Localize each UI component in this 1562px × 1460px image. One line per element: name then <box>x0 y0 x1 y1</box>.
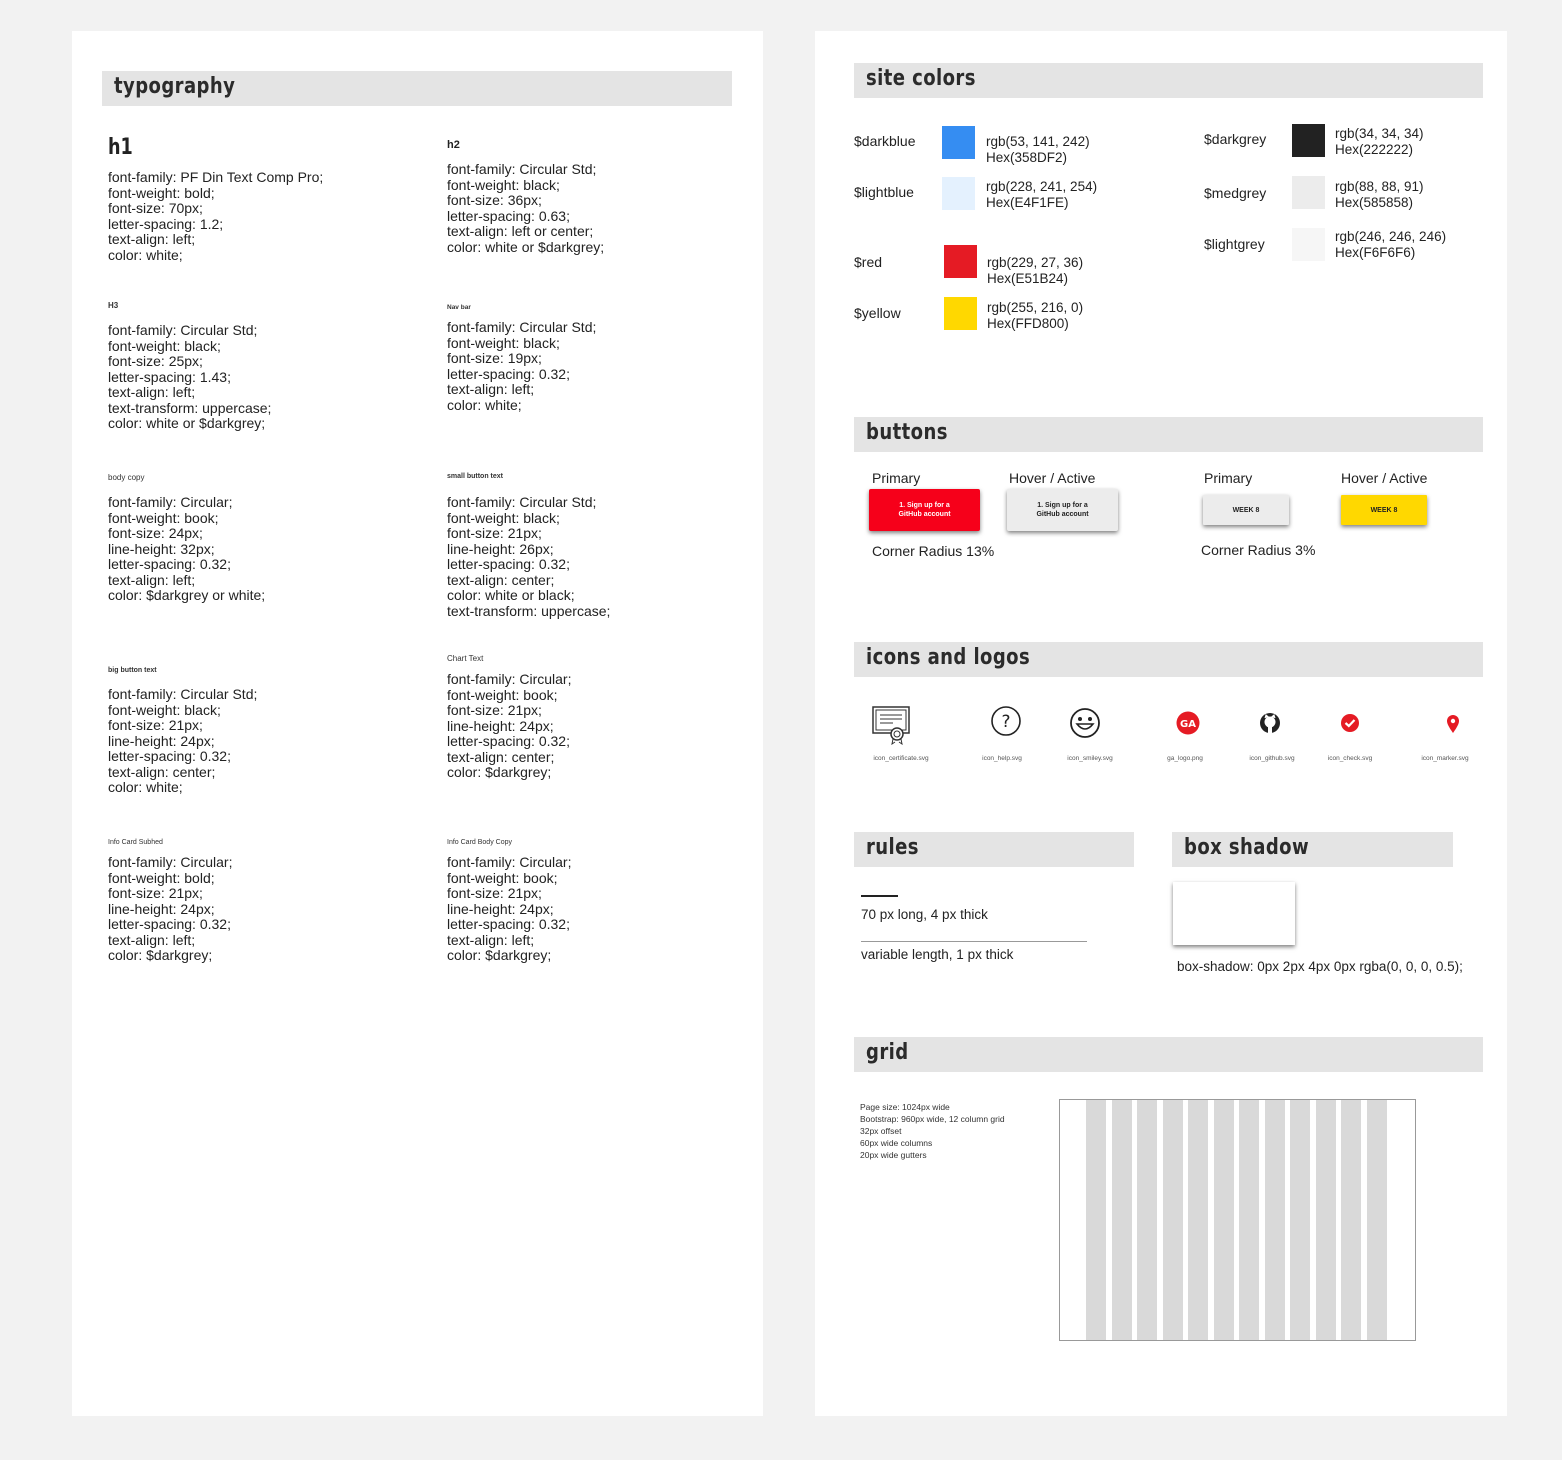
marker-icon <box>1446 714 1460 734</box>
h3-spec: font-family: Circular Std; font-weight: black; font-size: 25px; letter-spacing: 1.43; text-align: left; text-transform: uppercase; color: white or $darkgrey; <box>108 322 272 431</box>
grid-column <box>1188 1100 1208 1340</box>
big-hover-label: Hover / Active <box>1009 470 1096 486</box>
medgrey-swatch <box>1292 176 1325 209</box>
rules-header <box>854 832 1134 867</box>
lightblue-swatch <box>942 177 975 210</box>
red-hex: Hex(E51B24) <box>987 271 1069 286</box>
site-colors-header <box>854 63 1483 98</box>
grid-column <box>1086 1100 1106 1340</box>
big-button-text-label: big button text <box>108 667 157 674</box>
big-primary-label: Primary <box>872 470 921 486</box>
info-card-body-spec: font-family: Circular; font-weight: book; font-size: 21px; line-height: 24px; letter-spacing: 0.32; text-align: left; color: $darkgrey; <box>447 854 572 963</box>
icon-caption-help: icon_help.svg <box>982 755 1022 762</box>
grid-column <box>1214 1100 1234 1340</box>
github-icon <box>1259 712 1281 734</box>
grid-column <box>1163 1100 1183 1340</box>
thin-rule-caption: variable length, 1 px thick <box>861 947 1014 962</box>
svg-text:?: ? <box>1001 712 1011 732</box>
small-primary-button[interactable]: WEEK 8 <box>1203 495 1289 525</box>
rules-title: rules <box>866 835 919 860</box>
darkgrey-rgb: rgb(34, 34, 34) <box>1335 126 1424 141</box>
smiley-icon <box>1069 707 1101 739</box>
medgrey-hex: Hex(585858) <box>1335 195 1414 210</box>
thick-rule-sample <box>861 895 898 897</box>
lightgrey-swatch <box>1292 228 1325 261</box>
grid-column <box>1265 1100 1285 1340</box>
medgrey-name: $medgrey <box>1204 185 1267 201</box>
help-icon <box>990 705 1022 737</box>
grid-column <box>1341 1100 1361 1340</box>
buttons-title: buttons <box>866 420 948 445</box>
h2-label: h2 <box>447 139 460 151</box>
grid-diagram <box>1059 1099 1416 1341</box>
lightblue-rgb: rgb(228, 241, 254) <box>986 179 1098 194</box>
icon-caption-certificate: icon_certificate.svg <box>873 755 929 762</box>
navbar-label: Nav bar <box>447 304 471 311</box>
box-shadow-caption: box-shadow: 0px 2px 4px 0px rgba(0, 0, 0, 0.5); <box>1177 959 1463 974</box>
icon-caption-marker: icon_marker.svg <box>1421 755 1469 762</box>
h2-spec: font-family: Circular Std; font-weight: black; font-size: 36px; letter-spacing: 0.63; text-align: left or center; color: white or $darkgrey; <box>447 161 605 255</box>
buttons-header <box>854 417 1483 452</box>
small-primary-label: Primary <box>1204 470 1253 486</box>
icon-caption-smiley: icon_smiley.svg <box>1067 755 1113 762</box>
certificate-icon <box>871 705 911 745</box>
lightblue-name: $lightblue <box>854 184 914 200</box>
small-button-text-label: small button text <box>447 473 504 480</box>
lightgrey-name: $lightgrey <box>1204 236 1265 252</box>
medgrey-rgb: rgb(88, 88, 91) <box>1335 179 1424 194</box>
site-colors-title: site colors <box>866 66 976 91</box>
darkblue-swatch <box>942 126 975 159</box>
info-card-body-label: Info Card Body Copy <box>447 839 512 846</box>
small-hover-button[interactable]: WEEK 8 <box>1341 495 1427 525</box>
red-name: $red <box>854 254 883 270</box>
navbar-spec: font-family: Circular Std; font-weight: black; font-size: 19px; letter-spacing: 0.32; text-align: left; color: white; <box>447 319 597 413</box>
small-corner-radius: Corner Radius 3% <box>1201 542 1316 558</box>
icon-caption-check: icon_check.svg <box>1327 755 1373 762</box>
lightblue-hex: Hex(E4F1FE) <box>986 195 1069 210</box>
yellow-name: $yellow <box>854 305 901 321</box>
darkgrey-hex: Hex(222222) <box>1335 142 1414 157</box>
icons-title: icons and logos <box>866 645 1031 670</box>
icons-header <box>854 642 1483 677</box>
lightgrey-rgb: rgb(246, 246, 246) <box>1335 229 1447 244</box>
darkblue-name: $darkblue <box>854 133 916 149</box>
svg-text:GA: GA <box>1180 719 1196 730</box>
box-shadow-title: box shadow <box>1184 835 1310 860</box>
big-primary-button[interactable]: 1. Sign up for a GitHub account <box>869 489 980 531</box>
grid-title: grid <box>866 1040 909 1065</box>
info-card-subhed-label: Info Card Subhed <box>108 839 163 846</box>
yellow-hex: Hex(FFD800) <box>987 316 1069 331</box>
icon-caption-github: icon_github.svg <box>1249 755 1295 762</box>
big-corner-radius: Corner Radius 13% <box>872 543 995 559</box>
check-icon <box>1341 714 1359 732</box>
chart-text-spec: font-family: Circular; font-weight: book; font-size: 21px; line-height: 24px; letter-spacing: 0.32; text-align: center; color: $darkgrey; <box>447 671 572 780</box>
ga-logo-icon <box>1176 711 1200 735</box>
red-swatch <box>944 245 977 278</box>
grid-header <box>854 1037 1483 1072</box>
info-card-subhed-spec: font-family: Circular; font-weight: bold; font-size: 21px; line-height: 24px; letter-spacing: 0.32; text-align: left; color: $darkgrey; <box>108 854 233 963</box>
lightgrey-hex: Hex(F6F6F6) <box>1335 245 1416 260</box>
darkgrey-name: $darkgrey <box>1204 131 1267 147</box>
small-button-text-spec: font-family: Circular Std; font-weight: black; font-size: 21px; line-height: 26px; letter-spacing: 0.32; text-align: center; color: white or black; text-transform: uppercase; <box>447 494 611 619</box>
styleguide-page <box>815 31 1507 1416</box>
grid-column <box>1137 1100 1157 1340</box>
typography-page <box>72 31 763 1416</box>
red-rgb: rgb(229, 27, 36) <box>987 255 1084 270</box>
grid-column <box>1316 1100 1336 1340</box>
thin-rule-sample <box>861 941 1087 942</box>
grid-column <box>1367 1100 1387 1340</box>
box-shadow-sample <box>1173 882 1295 945</box>
icon-caption-ga-logo: ga_logo.png <box>1167 755 1203 762</box>
yellow-rgb: rgb(255, 216, 0) <box>987 300 1084 315</box>
big-button-text-spec: font-family: Circular Std; font-weight: black; font-size: 21px; line-height: 24px; letter-spacing: 0.32; text-align: center; color: white; <box>108 686 258 795</box>
darkblue-hex: Hex(358DF2) <box>986 150 1068 165</box>
grid-column <box>1112 1100 1132 1340</box>
grid-notes: Page size: 1024px wide Bootstrap: 960px wide, 12 column grid 32px offset 60px wide columns 20px wide gutters <box>860 1102 1005 1160</box>
darkblue-rgb: rgb(53, 141, 242) <box>986 134 1090 149</box>
grid-column <box>1239 1100 1259 1340</box>
typography-header <box>102 71 732 106</box>
darkgrey-swatch <box>1292 124 1325 157</box>
thick-rule-caption: 70 px long, 4 px thick <box>861 907 988 922</box>
yellow-swatch <box>944 297 977 330</box>
h3-label: H3 <box>108 301 119 310</box>
typography-title: typography <box>114 74 236 99</box>
box-shadow-header <box>1172 832 1453 867</box>
h1-spec: font-family: PF Din Text Comp Pro; font-weight: bold; font-size: 70px; letter-spacing: 1.2; text-align: left; color: white; <box>108 169 324 263</box>
grid-column <box>1290 1100 1310 1340</box>
body-copy-spec: font-family: Circular; font-weight: book; font-size: 24px; line-height: 32px; letter-spacing: 0.32; text-align: left; color: $darkgrey or white; <box>108 494 266 603</box>
small-hover-label: Hover / Active <box>1341 470 1428 486</box>
body-copy-label: body copy <box>108 473 145 482</box>
h1-label: h1 <box>108 135 133 160</box>
big-hover-button[interactable]: 1. Sign up for a GitHub account <box>1007 489 1118 531</box>
chart-text-label: Chart Text <box>447 654 484 663</box>
